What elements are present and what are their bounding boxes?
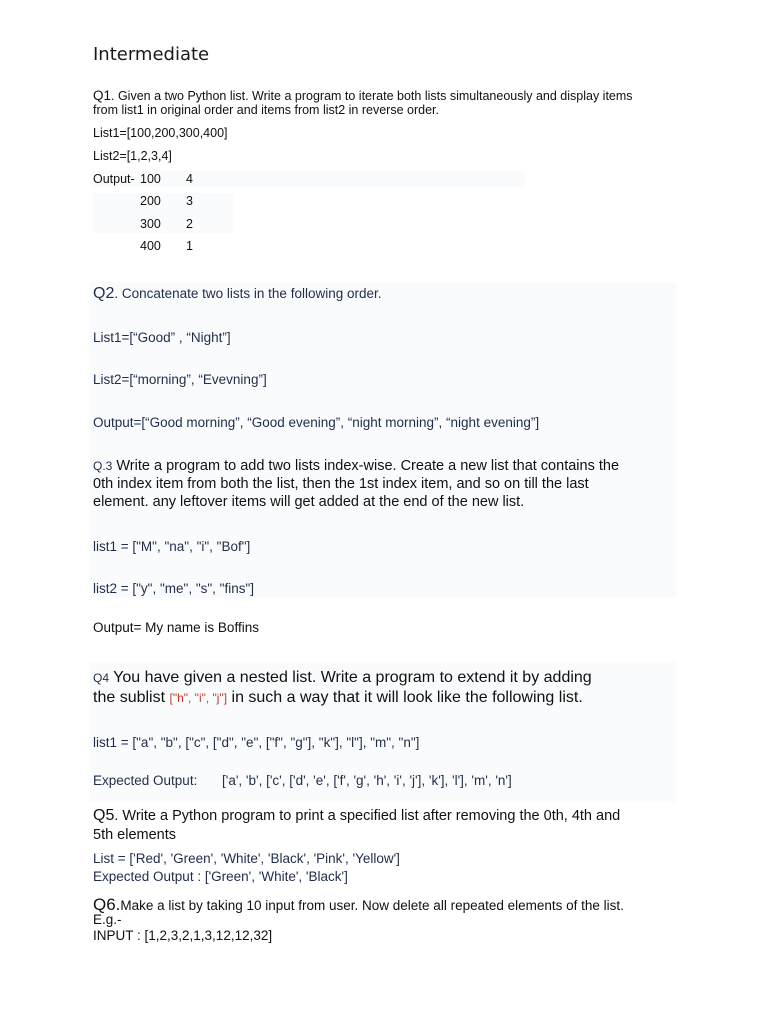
q2-number: Q2 [93,285,115,302]
q2-list1: List1=[“Good” , “Night”] [93,330,231,345]
q1-row-2-b: 3 [186,194,193,208]
q3-text-line1: Write a program to add two lists index-wise. Create a new list that contains the [116,458,620,474]
q1-line2: from list1 in original order and items from list2 in reverse order. [93,103,439,117]
q2-line1 [93,285,382,303]
q4-sublist: ["h", "i", "j"] [169,691,228,705]
q1-list2: List2=[1,2,3,4] [93,149,172,163]
q2-output: Output=[“Good morning”, “Good evening”, “night morning”, “night evening”] [93,415,540,430]
q3-list1: list1 = ["M", "na", "i", "Bof"] [93,539,251,554]
q4-line1 [93,668,592,688]
q3-number: Q.3 [93,459,113,473]
q4-text-line1: You have given a nested list. Write a program to extend it by adding [113,669,592,686]
q3-line3: element. any leftover items will get added at the end of the new list. [93,494,525,510]
q1-list1: List1=[100,200,300,400] [93,126,228,140]
q1-row-1-b: 4 [186,172,193,186]
q6-line1 [93,895,624,915]
q4-text-pre: the sublist [93,689,170,706]
q5-list: List = ['Red', 'Green', 'White', 'Black', 'Pink', 'Yellow'] [93,851,400,866]
q3-output: Output= My name is Boffins [93,620,259,635]
q4-expected-label: Expected Output: [93,773,198,788]
q1-row-4-b: 1 [186,239,193,253]
q6-text-line1: Make a list by taking 10 input from user. Now delete all repeated elements of the list. [120,898,624,913]
q4-line2 [93,688,583,708]
q4-list1: list1 = ["a", "b", ["c", ["d", "e", ["f", "g"], "k"], "l"], "m", "n"] [93,735,420,750]
q1-rows-shade [93,193,233,233]
q3-line2: 0th index item from both the list, then the 1st index item, and so on till the last [93,476,589,492]
q5-number: Q5 [93,807,115,824]
q6-input: INPUT : [1,2,3,2,1,3,12,12,32] [93,928,273,943]
q3-list2: list2 = ["y", "me", "s", "fins"] [93,581,254,596]
q6-number: Q6. [93,895,121,914]
q4-number: Q4 [93,671,110,685]
q5-text-line1: . Write a Python program to print a specified list after removing the 0th, 4th and [114,808,621,824]
q1-row-1-a: 100 [140,172,161,186]
q4-text-post: in such a way that it will look like the following list. [227,689,583,706]
q2-list2: List2=[“morning”, “Evevning”] [93,372,267,387]
q3-line1 [93,457,619,475]
page-title: Intermediate [93,44,210,65]
q1-row-3-b: 2 [186,217,193,231]
q1-text: . Given a two Python list. Write a program to iterate both lists simultaneously and display items [111,89,633,103]
q6-eg: E.g.- [93,912,122,927]
q5-expected: Expected Output : ['Green', 'White', 'Black'] [93,869,348,884]
q1-row-4-a: 400 [140,239,161,253]
q2-text: . Concatenate two lists in the following order. [114,286,382,301]
q1-row-2-a: 200 [140,194,161,208]
q5-line1 [93,807,620,825]
q5-line2: 5th elements [93,827,177,843]
q1-number: Q1 [93,88,112,103]
q1-output-label: Output- [93,172,135,186]
q1-row-3-a: 300 [140,217,161,231]
q4-expected-value: ['a', 'b', ['c', ['d', 'e', ['f', 'g', 'h', 'i', 'j'], 'k'], 'l'], 'm', 'n'] [222,773,512,788]
